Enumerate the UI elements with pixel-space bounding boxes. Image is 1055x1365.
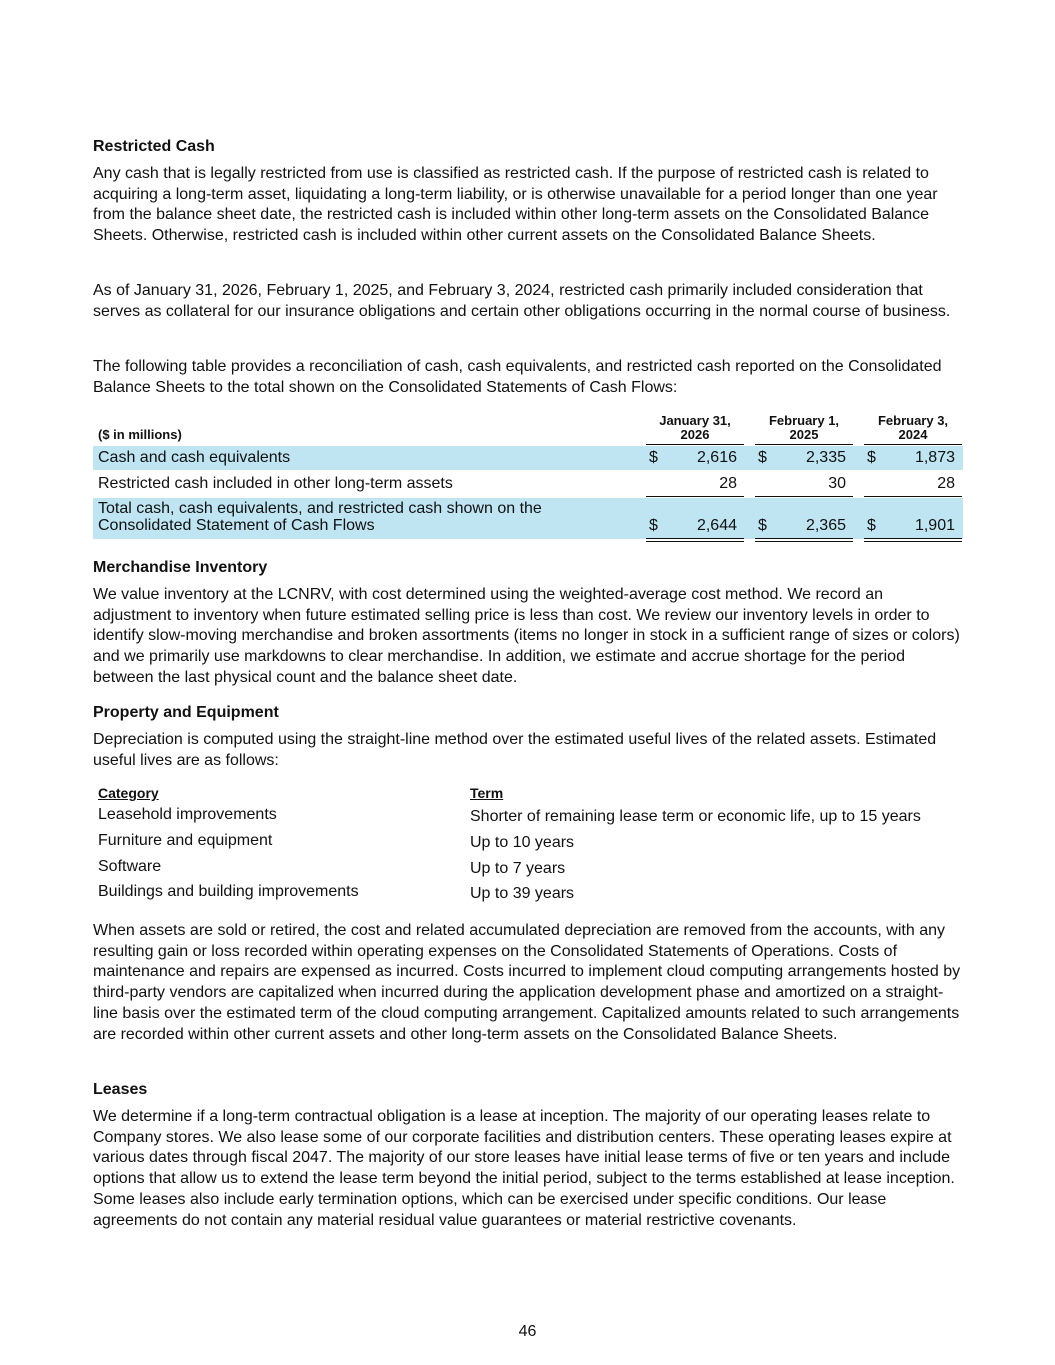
cell-value: 1,873 xyxy=(914,449,955,466)
cell-value: 28 xyxy=(937,475,955,492)
currency-symbol: $ xyxy=(867,449,876,466)
category-header: Category xyxy=(98,785,159,801)
category-cell: Furniture and equipment xyxy=(98,832,273,849)
cell-value: 2,335 xyxy=(805,449,846,466)
leases-heading: Leases xyxy=(93,1081,148,1098)
cash-reconciliation-table xyxy=(93,412,963,544)
restricted-cash-para-1: Any cash that is legally restricted from use is classified as restricted cash. If the purpose of restricted cash is related to acquiring a long-term asset, liquidating a long-term liability, or is otherwise unavailable for a period longer than one year from the balance sheet date, the restricted cash is included within other long-term assets on the Consolidated Balance Sheets. Otherwise, restricted cash is included within other current assets on the Consolidated Balance Sheets. xyxy=(93,165,938,245)
currency-symbol: $ xyxy=(867,517,876,534)
column-header-2025: February 1, 2025 xyxy=(768,413,840,442)
row-label: Restricted cash included in other long-term assets xyxy=(98,475,453,492)
merchandise-inventory-heading: Merchandise Inventory xyxy=(93,559,268,576)
header-underline xyxy=(864,444,962,445)
category-cell: Leasehold improvements xyxy=(98,806,277,823)
cell-value: 2,644 xyxy=(696,517,737,534)
currency-symbol: $ xyxy=(649,517,658,534)
leases-para: We determine if a long-term contractual obligation is a lease at inception. The majority of our operating leases relate to Company stores. We also lease some of our corporate facilities and distribution centers. These operating leases expire at various dates through fiscal 2047. The majority of our store leases have initial lease terms of five or ten years and include options that allow us to extend the lease term beyond the initial period, subject to the terms established at lease inception. Some leases also include early termination options, which can be exercised under specific conditions. Our lease agreements do not contain any material residual value guarantees or material restrictive covenants. xyxy=(93,1108,955,1229)
row-label: Cash and cash equivalents xyxy=(98,449,291,466)
table-row-total xyxy=(93,498,963,539)
category-cell: Buildings and building improvements xyxy=(98,883,359,900)
term-cell: Up to 7 years xyxy=(470,860,566,877)
merchandise-inventory-para: We value inventory at the LCNRV, with cost determined using the weighted-average cost method. We record an adjustment to inventory when future estimated selling price is less than cost. We review our inventory levels in order to identify slow-moving merchandise and broken assortments (items no longer in stock in a sufficient range of sizes or colors) and we primarily use markdowns to clear merchandise. In addition, we estimate and accrue shortage for the period between the last physical count and the balance sheet date. xyxy=(93,586,960,686)
total-double-underline xyxy=(755,538,853,542)
subtotal-underline xyxy=(864,496,962,497)
cell-value: 28 xyxy=(719,475,737,492)
row-label: Total cash, cash equivalents, and restricted cash shown on the Consolidated Statement of Cash Flows xyxy=(98,500,542,534)
cell-value: 1,901 xyxy=(914,517,955,534)
restricted-cash-heading: Restricted Cash xyxy=(93,138,215,155)
table-row xyxy=(93,472,963,496)
page-number: 46 xyxy=(518,1323,537,1340)
term-cell: Up to 10 years xyxy=(470,834,575,851)
unit-label: ($ in millions) xyxy=(98,427,182,442)
term-header: Term xyxy=(470,785,504,801)
category-cell: Software xyxy=(98,858,162,875)
table-row xyxy=(93,446,963,470)
currency-symbol: $ xyxy=(758,517,767,534)
property-equipment-heading: Property and Equipment xyxy=(93,704,279,721)
cell-value: 2,365 xyxy=(805,517,846,534)
cell-value: 30 xyxy=(828,475,846,492)
cell-value: 2,616 xyxy=(696,449,737,466)
property-equipment-para-1: Depreciation is computed using the straight-line method over the estimated useful lives of the related assets. Estimated useful lives are as follows: xyxy=(93,731,937,769)
restricted-cash-para-3: The following table provides a reconciliation of cash, cash equivalents, and restricted cash reported on the Consolidated Balance Sheets to the total shown on the Consolidated Statements of Cash Flows: xyxy=(93,358,942,396)
useful-lives-table xyxy=(93,784,963,909)
term-cell: Shorter of remaining lease term or economic life, up to 15 years xyxy=(470,808,921,825)
restricted-cash-para-2: As of January 31, 2026, February 1, 2025, and February 3, 2024, restricted cash primarily included consideration that serves as collateral for our insurance obligations and certain other obligations occurring in the normal course of business. xyxy=(93,282,951,320)
property-equipment-para-2: When assets are sold or retired, the cost and related accumulated depreciation are removed from the accounts, with any resulting gain or loss recorded within operating expenses on the Consolidated Statements of Operations. Costs of maintenance and repairs are expensed as incurred. Costs incurred to implement cloud computing arrangements hosted by third-party vendors are capitalized when incurred during the application development phase and amortized on a straight-line basis over the estimated term of the cloud computing arrangement. Capitalized amounts related to such arrangements are recorded within other current assets and other long-term assets on the Consolidated Balance Sheets. xyxy=(93,922,961,1043)
total-double-underline xyxy=(864,538,962,542)
currency-symbol: $ xyxy=(649,449,658,466)
header-underline xyxy=(755,444,853,445)
header-underline xyxy=(646,444,744,445)
column-header-2024: February 3, 2024 xyxy=(877,413,949,442)
term-cell: Up to 39 years xyxy=(470,885,575,902)
total-double-underline xyxy=(646,538,744,542)
column-header-2026: January 31, 2026 xyxy=(659,413,731,442)
currency-symbol: $ xyxy=(758,449,767,466)
subtotal-underline xyxy=(755,496,853,497)
subtotal-underline xyxy=(646,496,744,497)
